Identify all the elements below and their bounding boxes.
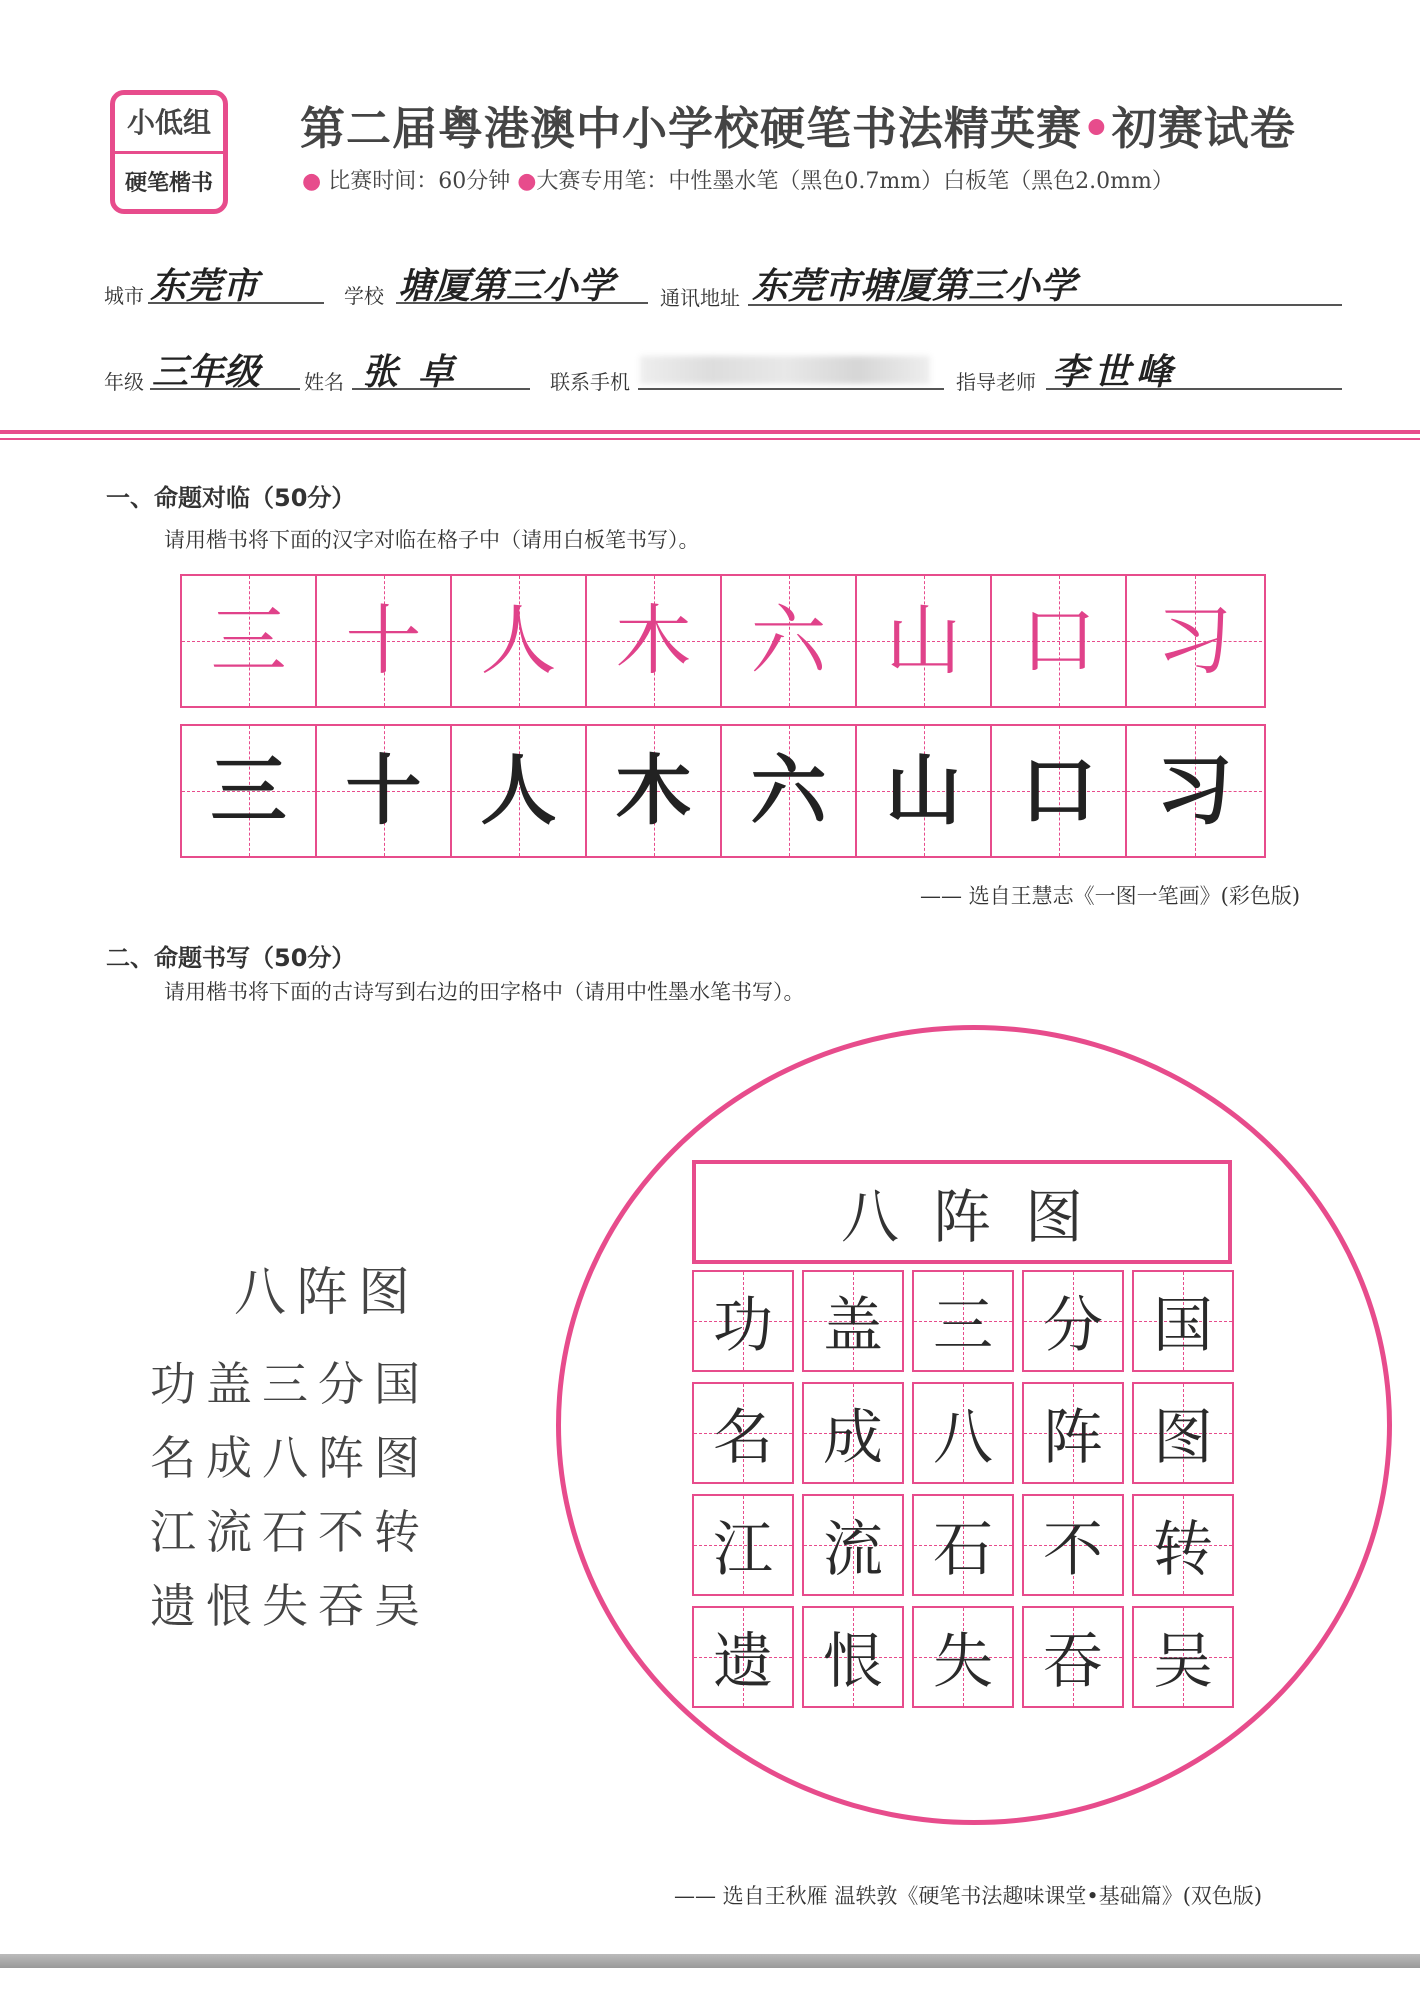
tianzige-cell <box>1022 1270 1124 1372</box>
tianzige-cell <box>802 1494 904 1596</box>
grid-char: 六 <box>750 596 827 685</box>
grid-char: 木 <box>615 746 692 835</box>
tianzige-row <box>692 1382 1234 1484</box>
header-divider <box>0 430 1420 434</box>
tianzige-cell <box>692 1494 794 1596</box>
poem-line: 功盖三分国 <box>150 1357 430 1411</box>
poem-reference <box>150 1250 490 1643</box>
grid-char: 三 <box>210 746 287 835</box>
grid-cell <box>1127 576 1262 706</box>
grade-line <box>150 388 300 390</box>
grid-char: 人 <box>480 596 557 685</box>
grid-char: 口 <box>1020 746 1097 835</box>
tianzige-cell <box>692 1606 794 1708</box>
page-title <box>300 92 1296 157</box>
grid-cell <box>452 726 587 856</box>
name-value: 张卓 <box>362 351 475 393</box>
tianzige-cell <box>912 1270 1014 1372</box>
city-value: 东莞市 <box>150 265 259 307</box>
tianzige-cell <box>692 1382 794 1484</box>
name-line <box>352 388 530 390</box>
tianzige-cell <box>1022 1494 1124 1596</box>
tianzige-char: 江 <box>713 1515 773 1585</box>
tianzige-char: 吞 <box>1043 1627 1103 1697</box>
grid-cell <box>722 576 857 706</box>
group-badge <box>110 90 228 214</box>
badge-group-label: 小低组 <box>115 95 223 154</box>
grade-label: 年级 <box>104 370 144 394</box>
teacher-label: 指导老师 <box>956 370 1036 394</box>
grid-cell <box>857 576 992 706</box>
header-divider-thin <box>0 438 1420 440</box>
section2-credit: —— 选自王秋雁 温轶敦《硬笔书法趣味课堂•基础篇》(双色版) <box>674 1884 1263 1908</box>
grid-cell <box>317 726 452 856</box>
tianzige-char: 八 <box>933 1403 993 1473</box>
name-label: 姓名 <box>304 370 344 394</box>
tianzige-cell <box>912 1494 1014 1596</box>
grid-cell <box>992 726 1127 856</box>
grid-char: 木 <box>615 596 692 685</box>
subtitle <box>302 164 1174 195</box>
teacher-line <box>1046 388 1342 390</box>
tianzige-cell <box>1132 1382 1234 1484</box>
tianzige-char: 石 <box>933 1515 993 1585</box>
tianzige-cell <box>802 1382 904 1484</box>
grid-cell <box>317 576 452 706</box>
tianzige-char: 名 <box>713 1403 773 1473</box>
tianzige-cell <box>802 1606 904 1708</box>
section1-desc: 请用楷书将下面的汉字对临在格子中（请用白板笔书写）。 <box>164 528 700 552</box>
tianzige-char: 吴 <box>1153 1627 1213 1697</box>
tianzige-char: 分 <box>1043 1291 1103 1361</box>
teacher-value: 李世峰 <box>1052 351 1179 393</box>
poem-title: 八阵图 <box>233 1263 420 1323</box>
tianzige-cell <box>1022 1606 1124 1708</box>
grid-cell <box>452 576 587 706</box>
tianzige-char: 流 <box>823 1515 883 1585</box>
tianzige-cell <box>692 1270 794 1372</box>
address-line <box>748 304 1342 306</box>
poem-line: 江流石不转 <box>150 1505 430 1559</box>
tianzige-cell <box>912 1382 1014 1484</box>
grid-char: 山 <box>885 746 962 835</box>
title-tail: 初赛试卷 <box>1111 102 1296 155</box>
tianzige-row <box>692 1606 1234 1708</box>
school-line <box>396 302 648 304</box>
tianzige-char: 成 <box>823 1403 883 1473</box>
tianzige-char: 恨 <box>823 1627 883 1697</box>
tianzige-char: 阵 <box>1043 1403 1103 1473</box>
grid-char: 六 <box>750 746 827 835</box>
section1-title: 一、命题对临（50分） <box>106 484 356 512</box>
school-value: 塘厦第三小学 <box>398 265 615 307</box>
tianzige-row <box>692 1270 1234 1372</box>
tianzige-row <box>692 1494 1234 1596</box>
grid-cell <box>722 726 857 856</box>
tianzige-char: 图 <box>1153 1403 1213 1473</box>
grid-cell <box>992 576 1127 706</box>
subtitle-pen: 大赛专用笔：中性墨水笔（黑色0.7mm）白板笔（黑色2.0mm） <box>536 169 1174 194</box>
address-value: 东莞市塘厦第三小学 <box>752 265 1077 307</box>
tianzige-char: 功 <box>713 1291 773 1361</box>
tianzige-cell <box>1022 1382 1124 1484</box>
written-poem-title: 八阵图 <box>692 1160 1232 1264</box>
phone-line <box>638 388 944 390</box>
city-label: 城市 <box>104 284 144 308</box>
city-line <box>148 302 324 304</box>
bullet-icon: ● <box>517 169 537 194</box>
grid-cell <box>587 576 722 706</box>
bottom-bar <box>0 1954 1420 1968</box>
badge-style-label: 硬笔楷书 <box>124 170 213 196</box>
phone-value-redacted <box>640 356 930 384</box>
grid-char: 口 <box>1020 596 1097 685</box>
school-label: 学校 <box>344 284 384 308</box>
tianzige-char: 三 <box>933 1291 993 1361</box>
grid-cell <box>182 576 317 706</box>
tianzige-cell <box>912 1606 1014 1708</box>
grid-char: 三 <box>210 596 287 685</box>
grid-char: 习 <box>1156 596 1233 685</box>
grid-char: 十 <box>345 596 422 685</box>
section2-title: 二、命题书写（50分） <box>106 944 356 972</box>
tianzige-char: 盖 <box>823 1291 883 1361</box>
title-dot: • <box>1082 102 1112 155</box>
poem-line: 名成八阵图 <box>150 1431 430 1485</box>
model-char-grid <box>180 574 1266 708</box>
grid-cell <box>857 726 992 856</box>
section2-desc: 请用楷书将下面的古诗写到右边的田字格中（请用中性墨水笔书写）。 <box>164 980 805 1004</box>
title-main: 第二届粤港澳中小学校硬笔书法精英赛 <box>300 102 1083 155</box>
grid-cell <box>587 726 722 856</box>
tianzige-char: 不 <box>1043 1515 1103 1585</box>
copy-char-grid <box>180 724 1266 858</box>
tianzige-char: 国 <box>1153 1291 1213 1361</box>
grade-value: 三年级 <box>152 351 261 393</box>
tianzige-cell <box>1132 1270 1234 1372</box>
grid-char: 人 <box>480 746 557 835</box>
poem-line: 遗恨失吞吴 <box>150 1579 430 1633</box>
tianzige-cell <box>802 1270 904 1372</box>
bullet-icon: ● <box>302 169 322 194</box>
tianzige-char: 转 <box>1153 1515 1213 1585</box>
tianzige-char: 失 <box>933 1627 993 1697</box>
tianzige-cell <box>1132 1606 1234 1708</box>
phone-label: 联系手机 <box>550 370 630 394</box>
grid-cell <box>1127 726 1262 856</box>
tianzige-char: 遗 <box>713 1627 773 1697</box>
tianzige-cell <box>1132 1494 1234 1596</box>
section1-credit: —— 选自王慧志《一图一笔画》(彩色版) <box>920 884 1301 908</box>
tianzige-grid <box>692 1270 1234 1718</box>
grid-cell <box>182 726 317 856</box>
grid-char: 山 <box>885 596 962 685</box>
grid-char: 习 <box>1156 746 1233 835</box>
subtitle-time: 比赛时间：60分钟 <box>328 169 511 194</box>
address-label: 通讯地址 <box>660 286 740 310</box>
grid-char: 十 <box>345 746 422 835</box>
